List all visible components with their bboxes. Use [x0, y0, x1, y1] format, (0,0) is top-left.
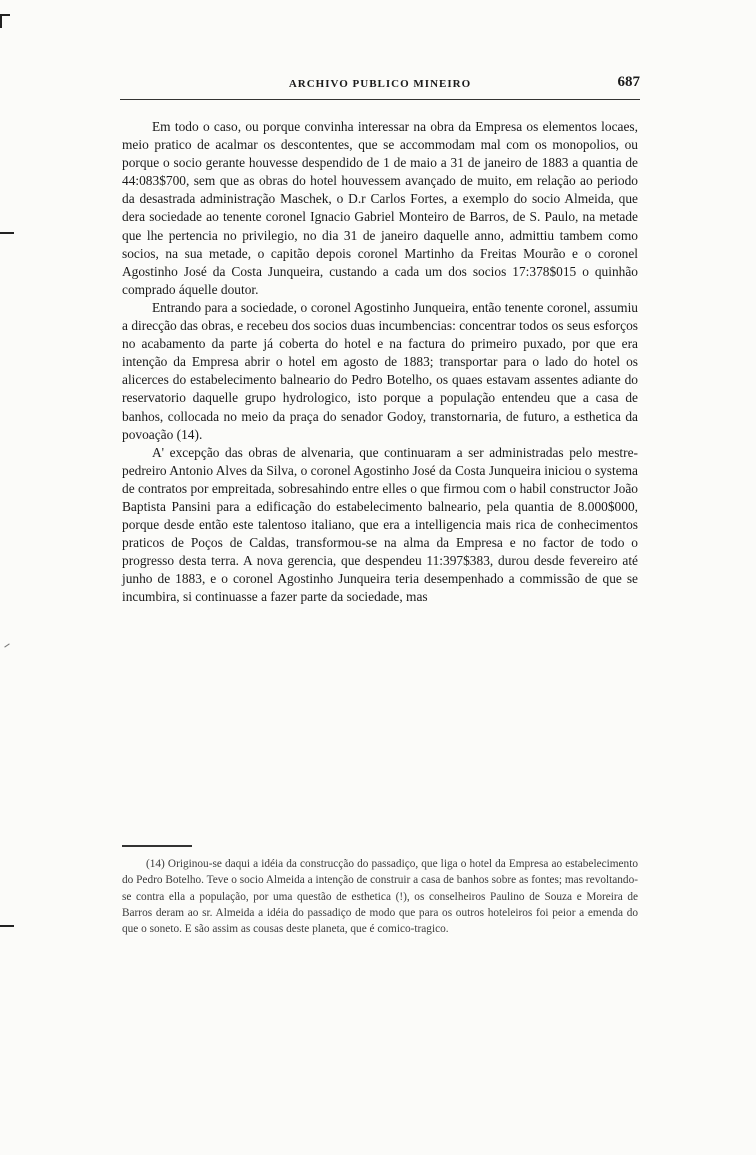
page-header	[120, 74, 640, 96]
margin-tick-mark	[0, 925, 14, 927]
footnote-text: (14) Originou-se daqui a idéia da construcção do passadiço, que liga o hotel da Empresa ao estabelecimento do Pedro Botelho. Teve o socio Almeida a intenção de construir a casa de banhos sobre as fontes; mas revoltando-se contra ella a população, por uma questão de esthetica (!), os conselheiros Paulino de Souza e Moreira de Barros deram ao sr. Almeida a idéia do passadiço de modo que para os outros hoteleiros foi peior a emenda do que o soneto. E são assim as cousas deste planeta, que é comico-tragico.	[122, 858, 638, 936]
margin-crop-mark	[0, 14, 10, 28]
running-title: ARCHIVO PUBLICO MINEIRO	[288, 78, 472, 90]
paragraph: A' excepção das obras de alvenaria, que continuaram a ser administradas pelo mestre-pedreiro Antonio Alves da Silva, o coronel Agostinho José da Costa Junqueira iniciou o systema de contratos por empreitada, sobresahindo entre elles o que firmou com o habil constructor João Baptista Pansini para a edificação do estabelecimento balneario, pela quantia de 8.000$000, porque desde então este talentoso italiano, que era a intelligencia mais rica de conhecimentos praticos de Poços de Caldas, transformou-se na alma da Empresa e no factor de todo o progresso desta terra. A nova gerencia, que despendeu 11:397$383, durou desde fevereiro até junho de 1883, e o coronel Agostinho Junqueira teria desempenhado a commissão de que se incumbira, si continuasse a fazer parte da sociedade, mas	[122, 444, 638, 605]
margin-tick-mark	[0, 232, 14, 234]
body-text	[122, 118, 638, 607]
header-rule	[120, 99, 640, 100]
paragraph: Em todo o caso, ou porque convinha interessar na obra da Empresa os elementos locaes, meio pratico de acalmar os descontentes, que se accommodam mal com os monopolios, ou porque o socio gerante houvesse despendido de 1 de maio a 31 de janeiro de 1883 a quantia de 44:083$700, sem que as obras do hotel houvessem avançado de muito, em relação ao periodo da desastrada administração Maschek, o D.r Carlos Fortes, a exemplo do socio Almeida, que dera sociedade ao tenente coronel Ignacio Gabriel Monteiro de Barros, de S. Paulo, na metade que lhe pertencia no privilegio, no dia 31 de janeiro daquelle anno, admittiu tambem como socios, na sua metade, o capitão depois coronel Martinho da Freitas Mourão e o coronel Agostinho José da Costa Junqueira, custando a cada um dos socios 17:378$015 o quinhão comprado áquelle doutor.	[122, 119, 638, 297]
page-number: 687	[617, 74, 640, 90]
footnote	[122, 856, 638, 937]
paragraph: Entrando para a sociedade, o coronel Agostinho Junqueira, então tenente coronel, assumiu a direcção das obras, e recebeu dos socios duas incumbencias: concentrar todos os seus esforços no acabamento da parte já coberta do hotel e na factura do primeiro puxado, por que era intenção da Empresa abrir o hotel em agosto de 1883; transportar para o lado do hotel os alicerces do estabelecimento balneario do Pedro Botelho, os quaes estavam assentes adiante do reservatorio daquelle grupo hydrologico, isto porque a população entendeu que a casa de banhos, collocada no meio da praça do senador Godoy, transtornaria, de futuro, a esthetica da povoação (14).	[122, 299, 638, 442]
margin-smudge	[4, 643, 9, 647]
footnote-rule	[122, 845, 192, 847]
